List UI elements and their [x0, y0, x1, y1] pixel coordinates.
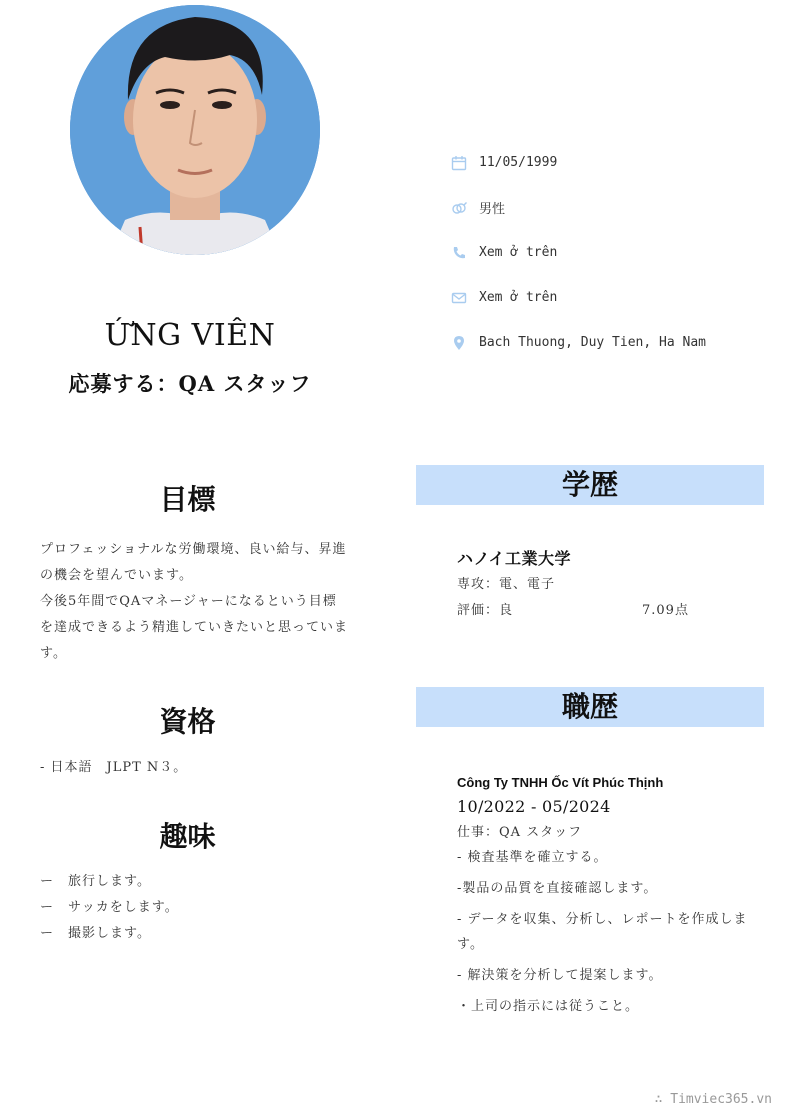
education-major: 専攻：電、電子	[457, 577, 556, 592]
hobbies-list	[40, 869, 350, 947]
phone-icon	[450, 244, 468, 262]
job-duty: - 検査基準を確立する。	[457, 850, 608, 865]
phone-value: Xem ở trên	[479, 245, 558, 260]
school-name: ハノイ工業大学	[457, 549, 572, 568]
job-role: 仕事：QA スタッフ	[457, 825, 583, 840]
objective-text	[40, 537, 350, 667]
hobby-dash: ー	[40, 874, 55, 889]
objective-heading: 目標	[159, 483, 216, 516]
gender-value: 男性	[479, 202, 506, 217]
job-period: 10/2022 - 05/2024	[457, 797, 611, 816]
job-duty: - 解決策を分析して提案します。	[457, 968, 663, 983]
hobby-item	[40, 895, 350, 921]
hobby-label: 撮影します。	[68, 926, 151, 941]
job-duty: -製品の品質を直接確認します。	[457, 881, 658, 896]
site-watermark: ∴ Timviec365.vn	[654, 1092, 772, 1107]
location-icon	[450, 334, 468, 352]
education-rating-row	[457, 598, 757, 624]
contact-info	[450, 140, 780, 365]
hobby-dash: ー	[40, 900, 55, 915]
hobby-item	[40, 921, 350, 947]
company-name: Công Ty TNHH Ốc Vít Phúc Thịnh	[457, 775, 664, 790]
objective-line: プロフェッショナルな労働環境、良い給与、昇進の機会を望んでいます。	[40, 542, 347, 583]
certificates-text	[40, 755, 350, 781]
certificates-heading: 資格	[159, 705, 216, 738]
hobby-label: サッカをします。	[68, 900, 179, 915]
contact-address	[450, 320, 780, 365]
education-heading: 学歴	[416, 465, 764, 505]
birthdate-value: 11/05/1999	[479, 155, 558, 170]
contact-phone	[450, 230, 780, 275]
email-icon	[450, 289, 468, 307]
email-value: Xem ở trên	[479, 290, 558, 305]
certificate-line: - 日本語 JLPT N３。	[40, 760, 188, 775]
calendar-icon	[450, 154, 468, 172]
gender-icon	[450, 199, 468, 217]
contact-gender	[450, 185, 780, 230]
experience-section	[457, 772, 757, 1025]
hobby-dash: ー	[40, 926, 55, 941]
hobbies-heading: 趣味	[159, 820, 216, 853]
address-value: Bach Thuong, Duy Tien, Ha Nam	[479, 335, 706, 350]
candidate-name: ỨNG VIÊN	[104, 318, 276, 353]
hobby-label: 旅行します。	[68, 874, 151, 889]
education-section	[457, 546, 757, 624]
contact-email	[450, 275, 780, 320]
contact-birthdate	[450, 140, 780, 185]
experience-heading: 職歴	[416, 687, 764, 727]
job-duty: - データを収集、分析し、レポートを作成します。	[457, 912, 748, 952]
hobby-item	[40, 869, 350, 895]
education-rating: 評価：良	[457, 603, 514, 618]
objective-line: 今後5年間でQAマネージャーになるという目標を達成できるよう精進していきたいと思っています。	[40, 594, 349, 661]
apply-position: 応募する：QA スタッフ	[68, 371, 312, 396]
job-duty: ・上司の指示には従うこと。	[457, 999, 640, 1014]
education-score: 7.09点	[642, 603, 689, 618]
candidate-photo	[70, 5, 320, 255]
portrait-image	[70, 5, 320, 255]
